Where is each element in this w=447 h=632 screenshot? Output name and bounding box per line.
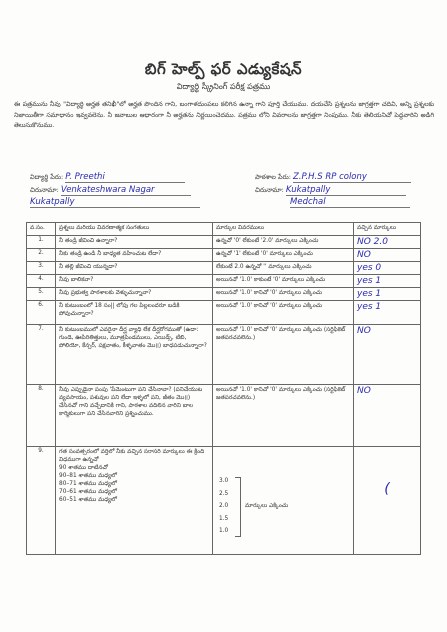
row-marks: లేకుంటే 2.0 ఉన్నచో '' మార్కులు ఎక్కించు: [213, 262, 354, 275]
score-scale: [219, 475, 228, 538]
scale-value: 3.0: [219, 478, 229, 484]
row-number: 1.: [27, 236, 56, 249]
row-marks: [213, 447, 354, 555]
subitem: 90 శాతము దాటినచో: [59, 465, 108, 471]
school-name-field: పాఠశాల పేరు: Z.P.H.S RP colony: [255, 172, 411, 183]
address2-field-line2: [290, 197, 410, 208]
student-name-value[interactable]: P. Preethi: [65, 172, 185, 183]
row-question: నీవు బాలికవా?: [56, 275, 213, 288]
table-header-no: వ.సం.: [27, 223, 56, 236]
row-question: నీ తల్లి జీవించి యున్నదా?: [56, 262, 213, 275]
address2-value[interactable]: Kukatpally: [286, 185, 406, 196]
table-row: [27, 325, 421, 385]
row-number: 5.: [27, 288, 56, 301]
table-header-question: ప్రశ్నలు మరియు వివరణాత్మక సంగతులు: [56, 223, 213, 236]
table-row: [27, 249, 421, 262]
row-question: నీ తండ్రి జీవించి ఉన్నారా?: [56, 236, 213, 249]
scale-value: 1.5: [219, 515, 229, 522]
marks-instruction: మార్కులు ఎక్కించు: [245, 503, 289, 509]
scale-bracket: [235, 477, 241, 537]
student-name-label: విద్యార్థి పేరు: [30, 173, 62, 181]
row-marks: ఉన్నచో '0' లేకుంటే '2.0' మార్కులు ఎక్కించు: [213, 236, 354, 249]
address-label: చిరునామా: [30, 186, 57, 194]
row-number: 2.: [27, 249, 56, 262]
row-number: 3.: [27, 262, 56, 275]
row-marks: అయినచో '1.0' కానిచో '0' మార్కులు ఎక్కించు: [213, 288, 354, 301]
table-row: [27, 262, 421, 275]
row-number: 9.: [27, 447, 56, 555]
student-name-field: విద్యార్థి పేరు: P. Preethi: [30, 172, 185, 183]
row-question: నీకు తండ్రి ఉండి నీ బాధ్యత వహించుట లేదా?: [56, 249, 213, 262]
address-field: చిరునామా: Venkateshwara Nagar: [30, 185, 191, 196]
row-question: నీవు ప్రభుత్వ పాఠశాలకు వెళ్ళుచున్నావా?: [56, 288, 213, 301]
row-marks: అయినచో '1.0' కానిచో '0' మార్కులు ఎక్కించు: [213, 301, 354, 325]
address2-field: చిరునామా: Kukatpally: [255, 185, 406, 196]
row-question: నీ కుటుంబములో ఎవరైనా దీర్ఘ వ్యాధి లేక దీర్ఘరోగముతో (ఉదా: గుండె, ఊపిరితిత్తులు, మూత్రపిండములు, ఎయిడ్స్, టిబి, పోలియో, కేన్సర్, పక్షవాతం, కీళ్ళవాతం మొ॥) బాధపడుచున్నారా?: [56, 325, 213, 385]
table-header-marks: మార్కుల వివరములు: [213, 223, 354, 236]
row-answer[interactable]: [354, 447, 421, 555]
row-marks: అయినచో '1.0' కానిచో '0' మార్కులు ఎక్కించు (సర్టిఫికెట్ జతపరచవలెను.): [213, 385, 354, 447]
table-row: [27, 236, 421, 249]
row-question-text: గత సంవత్సరంలో వర్తిలో నీకు వచ్చిన సరాసరి మార్కులు ఈ క్రింది విధముగా ఉన్నచో: [59, 449, 205, 463]
table-row: [27, 447, 421, 555]
row-question: నీవు ఎప్పుడైనా పంపు 'పేమెంటుగా పని చేసినావా? (పనిచేయుట వ్యవసాయం, పశువుల పని లేదా ఇళ్ళలో పని, జీతం మొ॥) చేసినచో గాని వచ్చేదానికి గాని, పాఠశాల వదిలిన వారిని బాల కార్మికులుగా పని చేసినవారిని ప్రశ్నించుము.: [56, 385, 213, 447]
table-header-row: [27, 223, 421, 236]
table-row: [27, 385, 421, 447]
page-title: బిగ్ హెల్ప్ ఫర్ ఎడ్యుకేషన్: [144, 60, 303, 78]
table-row: [27, 301, 421, 325]
scale-value: 1.0: [219, 528, 229, 534]
address-field-line2: [30, 197, 200, 208]
subitem: 80–71 శాతము మధ్యలో: [59, 481, 117, 487]
row-answer[interactable]: yes 1: [354, 301, 421, 325]
table-row: [27, 288, 421, 301]
row-question: [56, 447, 213, 555]
subitem: 60–51 శాతము మధ్యలో: [59, 497, 117, 503]
row-answer[interactable]: yes 1: [354, 275, 421, 288]
row-number: 8.: [27, 385, 56, 447]
page-subtitle: విద్యార్థి స్క్రీనింగ్ పరీక్ష పత్రము: [176, 82, 271, 91]
scale-value: 2.0: [219, 503, 229, 509]
row-answer-value[interactable]: (: [384, 481, 390, 497]
screening-table: [26, 222, 421, 555]
row-answer[interactable]: yes 1: [354, 288, 421, 301]
row-number: 4.: [27, 275, 56, 288]
subitem: 70–61 శాతము మధ్యలో: [59, 489, 117, 495]
row-answer[interactable]: NO: [354, 249, 421, 262]
intro-text: ఈ పత్రమును నీవు "విద్యార్థి అర్హత తనిఖీ"లో అర్హత పొందిన గాని, బంగాళదుంపలు కలిగిన ఉన్నా గాని పూర్తి చేయుము. దయచేసి ప్రశ్నలను జాగ్రత్తగా చదివి, అన్ని ప్రశ్నలకు నిజాయితీగా సమాధానం ఇవ్వవలెను. నీ జవాబుల ఆధారంగా నీ అర్హతను నిర్ణయించెదము. పత్రము లోని వివరాలను జాగ్రత్తగా నింపుము. నీకు తెలియనిచో పెద్దవారిని అడిగి తెలుసుకొనుము.: [14, 101, 434, 129]
scale-value: 2.5: [219, 490, 229, 497]
row-marks: అయినచో '1.0' కాకుంటే '0' మార్కులు ఎక్కించు: [213, 275, 354, 288]
address2-label: చిరునామా: [255, 186, 282, 194]
row-question: నీ కుటుంబంలో 18 సం|| లోపు గల పిల్లలందరూ బడికి పోవుచున్నారా?: [56, 301, 213, 325]
address-value-1[interactable]: Venkateshwara Nagar: [61, 185, 191, 196]
row-answer[interactable]: NO 2.0: [354, 236, 421, 249]
address-value-2[interactable]: Kukatpally: [30, 197, 200, 208]
row-answer[interactable]: NO: [354, 325, 421, 385]
row-number: 6.: [27, 301, 56, 325]
address2-value-2[interactable]: Medchal: [290, 197, 410, 208]
row-marks: అయినచో '1.0' కానిచో '0' మార్కులు ఎక్కించు (సర్టిఫికెట్ జతపరచవలెను.): [213, 325, 354, 385]
row-answer[interactable]: yes 0: [354, 262, 421, 275]
row-marks: ఉన్నచో '1' లేకుంటే '0' మార్కులు ఎక్కించు: [213, 249, 354, 262]
table-header-obtained: వచ్చిన మార్కులు: [354, 223, 421, 236]
school-name-label: పాఠశాల పేరు: [255, 173, 289, 181]
subitem: 90–81 శాతము మధ్యలో: [59, 473, 117, 479]
table-row: [27, 275, 421, 288]
row-number: 7.: [27, 325, 56, 385]
school-name-value[interactable]: Z.P.H.S RP colony: [293, 172, 411, 183]
row-answer[interactable]: NO: [354, 385, 421, 447]
